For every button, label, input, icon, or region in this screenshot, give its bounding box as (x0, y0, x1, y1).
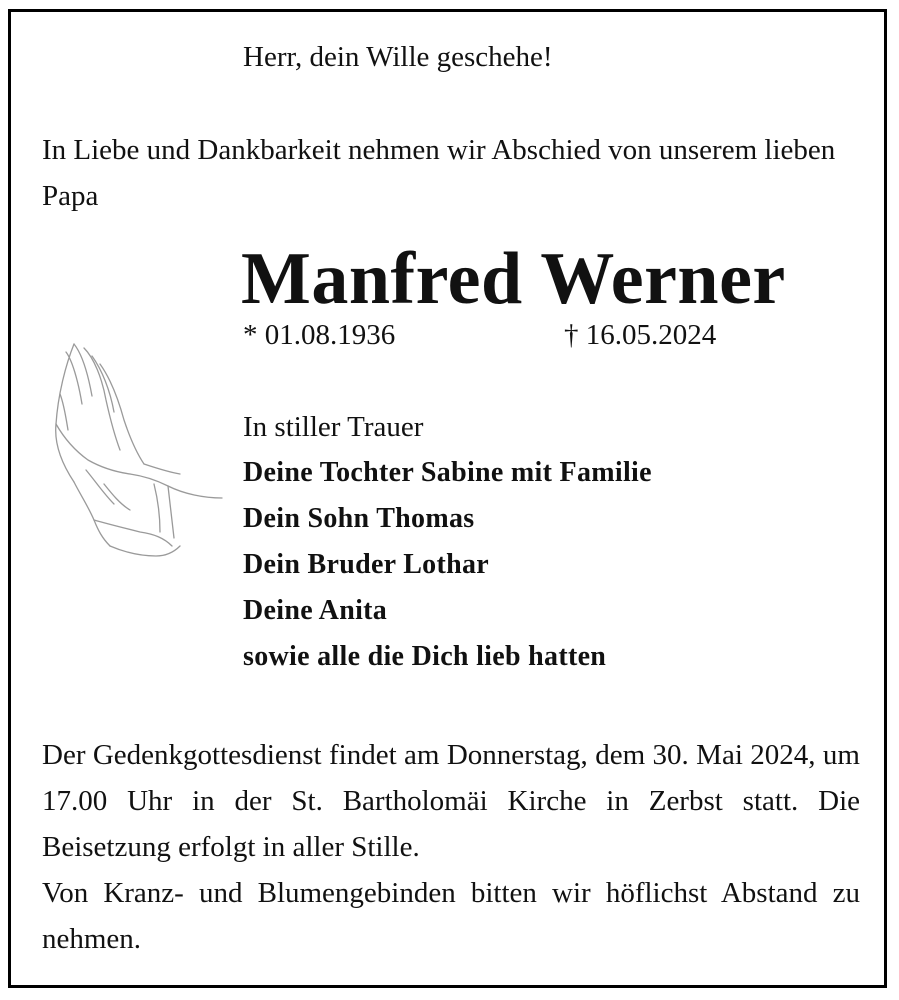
family-line: Deine Tochter Sabine mit Familie (243, 457, 652, 488)
family-line: Deine Anita (243, 595, 388, 626)
deceased-name: Manfred Werner (241, 238, 786, 320)
mourning-line: In stiller Trauer (243, 411, 424, 443)
family-line: Dein Sohn Thomas (243, 503, 475, 534)
family-line: sowie alle die Dich lieb hatten (243, 641, 607, 672)
intro-text: In Liebe und Dankbarkeit nehmen wir Abschied von unserem lieben Papa (42, 134, 836, 212)
birth-date: * 01.08.1936 (243, 319, 396, 351)
praying-hands-image (44, 334, 224, 564)
service-text: Der Gedenkgottesdienst findet am Donnerstag, dem 30. Mai 2024, um 17.00 Uhr in der St. Bartholomäi Kirche in Zerbst statt. Die Beisetzung erfolgt in aller Stille. (42, 739, 860, 863)
motto: Herr, dein Wille geschehe! (243, 41, 553, 73)
service-info (42, 732, 860, 962)
obituary-notice (8, 9, 887, 988)
death-date: † 16.05.2024 (564, 319, 717, 351)
flowers-text: Von Kranz- und Blumengebinden bitten wir höflichst Abstand zu nehmen. (42, 877, 860, 955)
family-line: Dein Bruder Lothar (243, 549, 489, 580)
